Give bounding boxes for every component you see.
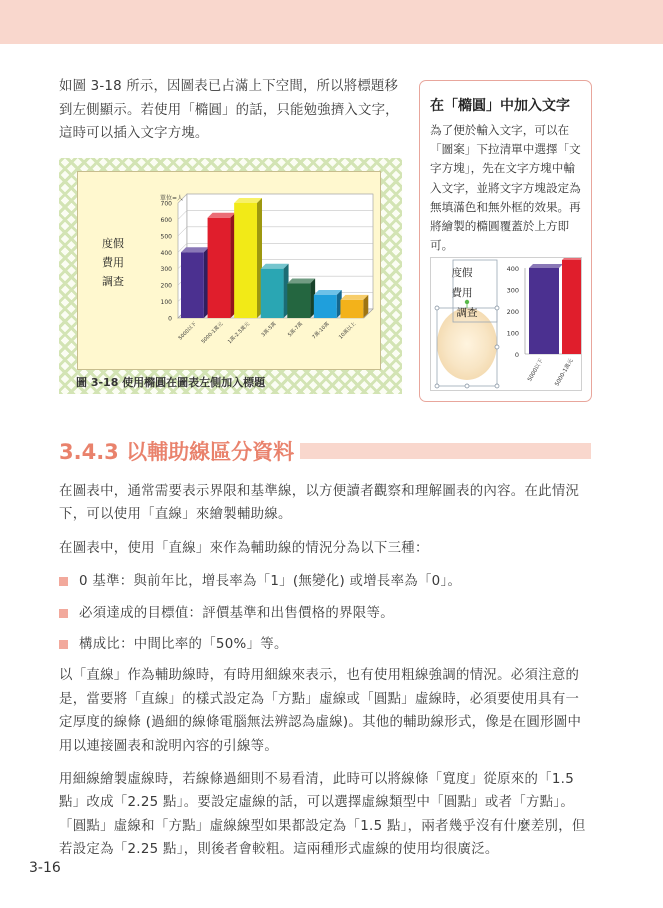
list-item [59, 633, 590, 656]
paragraph: 用細線繪製虛線時，若線條過細則不易看清，此時可以將線條「寬度」從原來的「1.5 點」改成「2.25 點」。要設定虛線的話，可以選擇虛線類型中「圓點」或者「方點」。「圓點」虛線和「方點」虛線線型如果都設定為「1.5 點」，兩者幾乎沒有什麼差別，但若設定為「2.25 點」，則後者會較粗。這兩種形式虛線的使用均很廣泛。 [59, 772, 586, 858]
selection-handle[interactable] [465, 384, 469, 388]
list-item-text: 構成比：中間比率的「50%」等。 [79, 637, 288, 653]
bar [287, 279, 315, 319]
x-tick-label: 10萬以上 [337, 321, 358, 341]
shot-y-tick-label: 200 [506, 308, 519, 316]
list-item [59, 602, 590, 625]
bar [234, 198, 262, 318]
bar-front [314, 295, 337, 318]
shot-title-line: 調查 [456, 307, 478, 319]
paragraph: 在圖表中，使用「直線」來作為輔助線的情況分為以下三種： [59, 540, 429, 556]
x-tick-label: 5000-1萬元 [200, 321, 225, 346]
chart-side-title-line: 度假 [102, 237, 124, 250]
section-number: 3.4.3 [59, 440, 119, 464]
x-tick-label: 1萬-2.5萬元 [226, 321, 251, 346]
section-band [300, 443, 591, 459]
y-tick-label: 300 [160, 266, 172, 274]
selection-handle[interactable] [495, 345, 499, 349]
header-band [0, 0, 663, 44]
selection-handle[interactable] [495, 306, 499, 310]
y-tick-label: 100 [160, 299, 172, 307]
body-text [59, 480, 590, 872]
x-tick-label: 5000以下 [177, 321, 198, 342]
shot-y-tick-label: 100 [506, 329, 519, 338]
chart-side-title-line: 調查 [102, 275, 124, 288]
shot-title-line: 度假 [451, 267, 473, 279]
y-tick-label: 400 [160, 249, 172, 257]
x-tick-label: 7萬-10萬 [311, 321, 331, 341]
shot-bar [529, 268, 559, 354]
y-tick-label: 200 [160, 282, 172, 290]
bar [181, 247, 209, 318]
intro-paragraph [59, 75, 404, 146]
tip-screenshot-drawing [431, 258, 581, 390]
rotation-handle[interactable] [465, 300, 469, 304]
bar-front [208, 218, 231, 318]
chart-side-title-line: 費用 [102, 256, 124, 269]
paragraph: 在圖表中，通常需要表示界限和基準線，以方便讀者觀察和理解圖表的內容。在此情況下，可以使用「直線」來繪製輔助線。 [59, 484, 580, 523]
bar [261, 264, 289, 318]
bar-front [181, 252, 204, 318]
square-bullet-icon [59, 609, 68, 618]
bar-front [261, 269, 284, 318]
x-tick-label: 3萬-5萬 [260, 321, 278, 339]
chart-frame [77, 171, 381, 370]
selection-handle[interactable] [435, 384, 439, 388]
unit-label: 單位=人 [160, 195, 184, 202]
bar [208, 213, 236, 318]
shot-y-tick-label: 400 [506, 265, 519, 273]
section-title: 以輔助線區分資料 [126, 440, 295, 464]
shot-bar [562, 260, 581, 354]
y-tick-label: 500 [160, 233, 172, 241]
bar [340, 295, 368, 318]
y-tick-label: 0 [168, 315, 172, 323]
figure-caption: 圖 3-18 使用橢圓在圖表左側加入標題 [76, 376, 266, 389]
section-heading [59, 436, 300, 466]
page-number: 3-16 [29, 860, 61, 876]
y-tick-label: 700 [160, 200, 172, 208]
shot-y-tick-label: 0 [514, 351, 519, 359]
shot-x-tick-label: 5000以下 [527, 358, 545, 383]
figure-3-18 [59, 158, 402, 394]
selection-handle[interactable] [495, 384, 499, 388]
shot-bar-top [562, 258, 581, 260]
shot-y-tick-label: 300 [506, 286, 519, 295]
y-tick-label: 600 [160, 216, 172, 224]
bar [314, 290, 342, 318]
bar-front [340, 300, 363, 318]
x-tick-label: 5萬-7萬 [287, 321, 305, 339]
selection-handle[interactable] [435, 306, 439, 310]
list-item-text: 必須達成的目標值：評價基準和出售價格的界限等。 [79, 605, 394, 621]
tip-box [419, 80, 592, 402]
square-bullet-icon [59, 577, 68, 586]
bar-front [287, 284, 310, 319]
bullet-list [59, 570, 590, 656]
intro-text: 如圖 3-18 所示，因圖表已占滿上下空間，所以將標題移到左側顯示。若使用「橢圓」的話，只能勉強擠入文字，這時可以插入文字方塊。 [59, 79, 399, 141]
paragraph: 以「直線」作為輔助線時，有時用細線來表示，也有使用粗線強調的情況。必須注意的是，當要將「直線」的樣式設定為「方點」虛線或「圓點」虛線時，必須要使用具有一定厚度的線條 (過細的線條電腦無法辨認為虛線)。其他的輔助線形式，像是在圓形圖中用以連接圖表和說明內容的引線等。 [59, 668, 582, 754]
list-item [59, 570, 590, 593]
tip-screenshot [430, 257, 582, 391]
list-item-text: 0 基準：與前年比，增長率為「1」(無變化) 或增長率為「0」。 [79, 574, 462, 590]
tip-title: 在「橢圓」中加入文字 [430, 98, 570, 114]
bar-front [234, 203, 257, 318]
tip-text: 為了便於輸入文字，可以在「圖案」下拉清單中選擇「文字方塊」，先在文字方塊中輸入文字，並將文字方塊設定為無填滿色和無外框的效果。再將繪製的橢圓覆蓋於上方即可。 [430, 123, 581, 253]
shot-x-tick-label: 5000-1萬元 [554, 358, 575, 388]
shot-title-line: 費用 [451, 287, 473, 299]
shot-bar-top [529, 264, 563, 268]
chart-side-title [102, 234, 124, 291]
square-bullet-icon [59, 640, 68, 649]
